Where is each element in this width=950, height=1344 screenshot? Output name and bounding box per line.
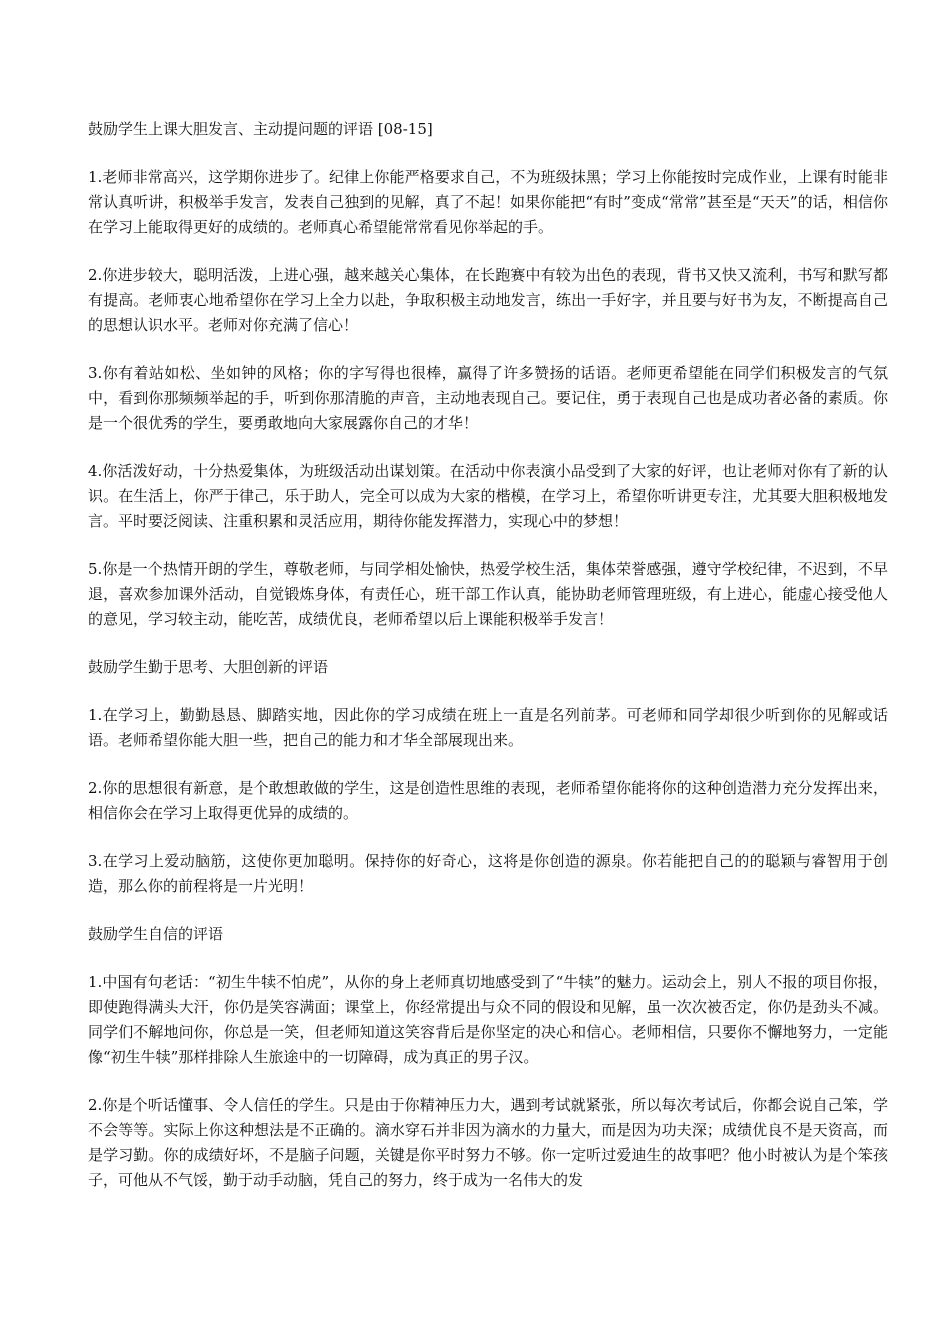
- comment-paragraph: 3.在学习上爱动脑筋，这使你更加聪明。保持你的好奇心，这将是你创造的源泉。你若能把自己的的聪颖与睿智用于创造，那么你的前程将是一片光明！: [88, 852, 888, 895]
- section-heading: 鼓励学生自信的评语: [88, 925, 224, 943]
- section-innovation: [88, 655, 888, 899]
- comment-paragraph: 5.你是一个热情开朗的学生，尊敬老师，与同学相处愉快，热爱学校生活，集体荣誉感强，遵守学校纪律，不迟到，不早退，喜欢参加课外活动，自觉锻炼身体，有责任心，班干部工作认真，能协助老师管理班级，有上进心，能虚心接受他人的意见，学习较主动，能吃苦，成绩优良，老师希望以后上课能积极举手发言！: [88, 560, 888, 628]
- comment-paragraph: 2.你进步较大，聪明活泼，上进心强，越来越关心集体，在长跑赛中有较为出色的表现，背书又快又流利，书写和默写都有提高。老师衷心地希望你在学习上全力以赴，争取积极主动地发言，练出一手好字，并且要与好书为友，不断提高自己的思想认识水平。老师对你充满了信心！: [88, 266, 888, 334]
- comment-paragraph: 1.老师非常高兴，这学期你进步了。纪律上你能严格要求自己，不为班级抹黑；学习上你能按时完成作业，上课有时能非常认真听讲，积极举手发言，发表自己独到的见解，真了不起！如果你能把“有时”变成“常常”甚至是“天天”的话，相信你在学习上能取得更好的成绩的。老师真心希望能常常看见你举起的手。: [88, 168, 888, 236]
- comment-paragraph: 4.你活泼好动，十分热爱集体，为班级活动出谋划策。在活动中你表演小品受到了大家的好评，也让老师对你有了新的认识。在生活上，你严于律己，乐于助人，完全可以成为大家的楷模，在学习上，希望你听讲更专注，尤其要大胆积极地发言。平时要泛阅读、注重积累和灵活应用，期待你能发挥潜力，实现心中的梦想！: [88, 462, 888, 530]
- comment-paragraph: 3.你有着站如松、坐如钟的风格；你的字写得也很棒，赢得了许多赞扬的话语。老师更希望能在同学们积极发言的气氛中，看到你那频频举起的手，听到你那清脆的声音，主动地表现自己。要记住，勇于表现自己也是成功者必备的素质。你是一个很优秀的学生，要勇敢地向大家展露你自己的才华！: [88, 364, 888, 432]
- section-confidence: [88, 922, 888, 1193]
- document-page: [88, 117, 888, 1216]
- comment-paragraph: 2.你是个听话懂事、令人信任的学生。只是由于你精神压力大，遇到考试就紧张，所以每次考试后，你都会说自己笨，学不会等等。实际上你这种想法是不正确的。滴水穿石并非因为滴水的力量大，而是因为功夫深；成绩优良不是天资高，而是学习勤。你的成绩好坏，不是脑子问题，关键是你平时努力不够。你一定听过爱迪生的故事吧？他小时被认为是个笨孩子，可他从不气馁，勤于动手动脑，凭自己的努力，终于成为一名伟大的发: [88, 1096, 888, 1189]
- section-heading: 鼓励学生上课大胆发言、主动提问题的评语 [08-15]: [88, 120, 433, 138]
- comment-paragraph: 1.中国有句老话：“初生牛犊不怕虎”，从你的身上老师真切地感受到了“牛犊”的魅力。运动会上，别人不报的项目你报，即使跑得满头大汗，你仍是笑容满面；课堂上，你经常提出与众不同的假设和见解，虽一次次被否定，你仍是劲头不减。同学们不解地问你，你总是一笑，但老师知道这笑容背后是你坚定的决心和信心。老师相信，只要你不懈地努力，一定能像“初生牛犊”那样排除人生旅途中的一切障碍，成为真正的男子汉。: [88, 973, 888, 1066]
- section-speak-up: [88, 117, 888, 632]
- comment-paragraph: 1.在学习上，勤勤恳恳、脚踏实地，因此你的学习成绩在班上一直是名列前茅。可老师和同学却很少听到你的见解或话语。老师希望你能大胆一些，把自己的能力和才华全部展现出来。: [88, 706, 888, 749]
- comment-paragraph: 2.你的思想很有新意，是个敢想敢做的学生，这是创造性思维的表现，老师希望你能将你的这种创造潜力充分发挥出来，相信你会在学习上取得更优异的成绩的。: [88, 779, 888, 822]
- section-heading: 鼓励学生勤于思考、大胆创新的评语: [88, 658, 329, 676]
